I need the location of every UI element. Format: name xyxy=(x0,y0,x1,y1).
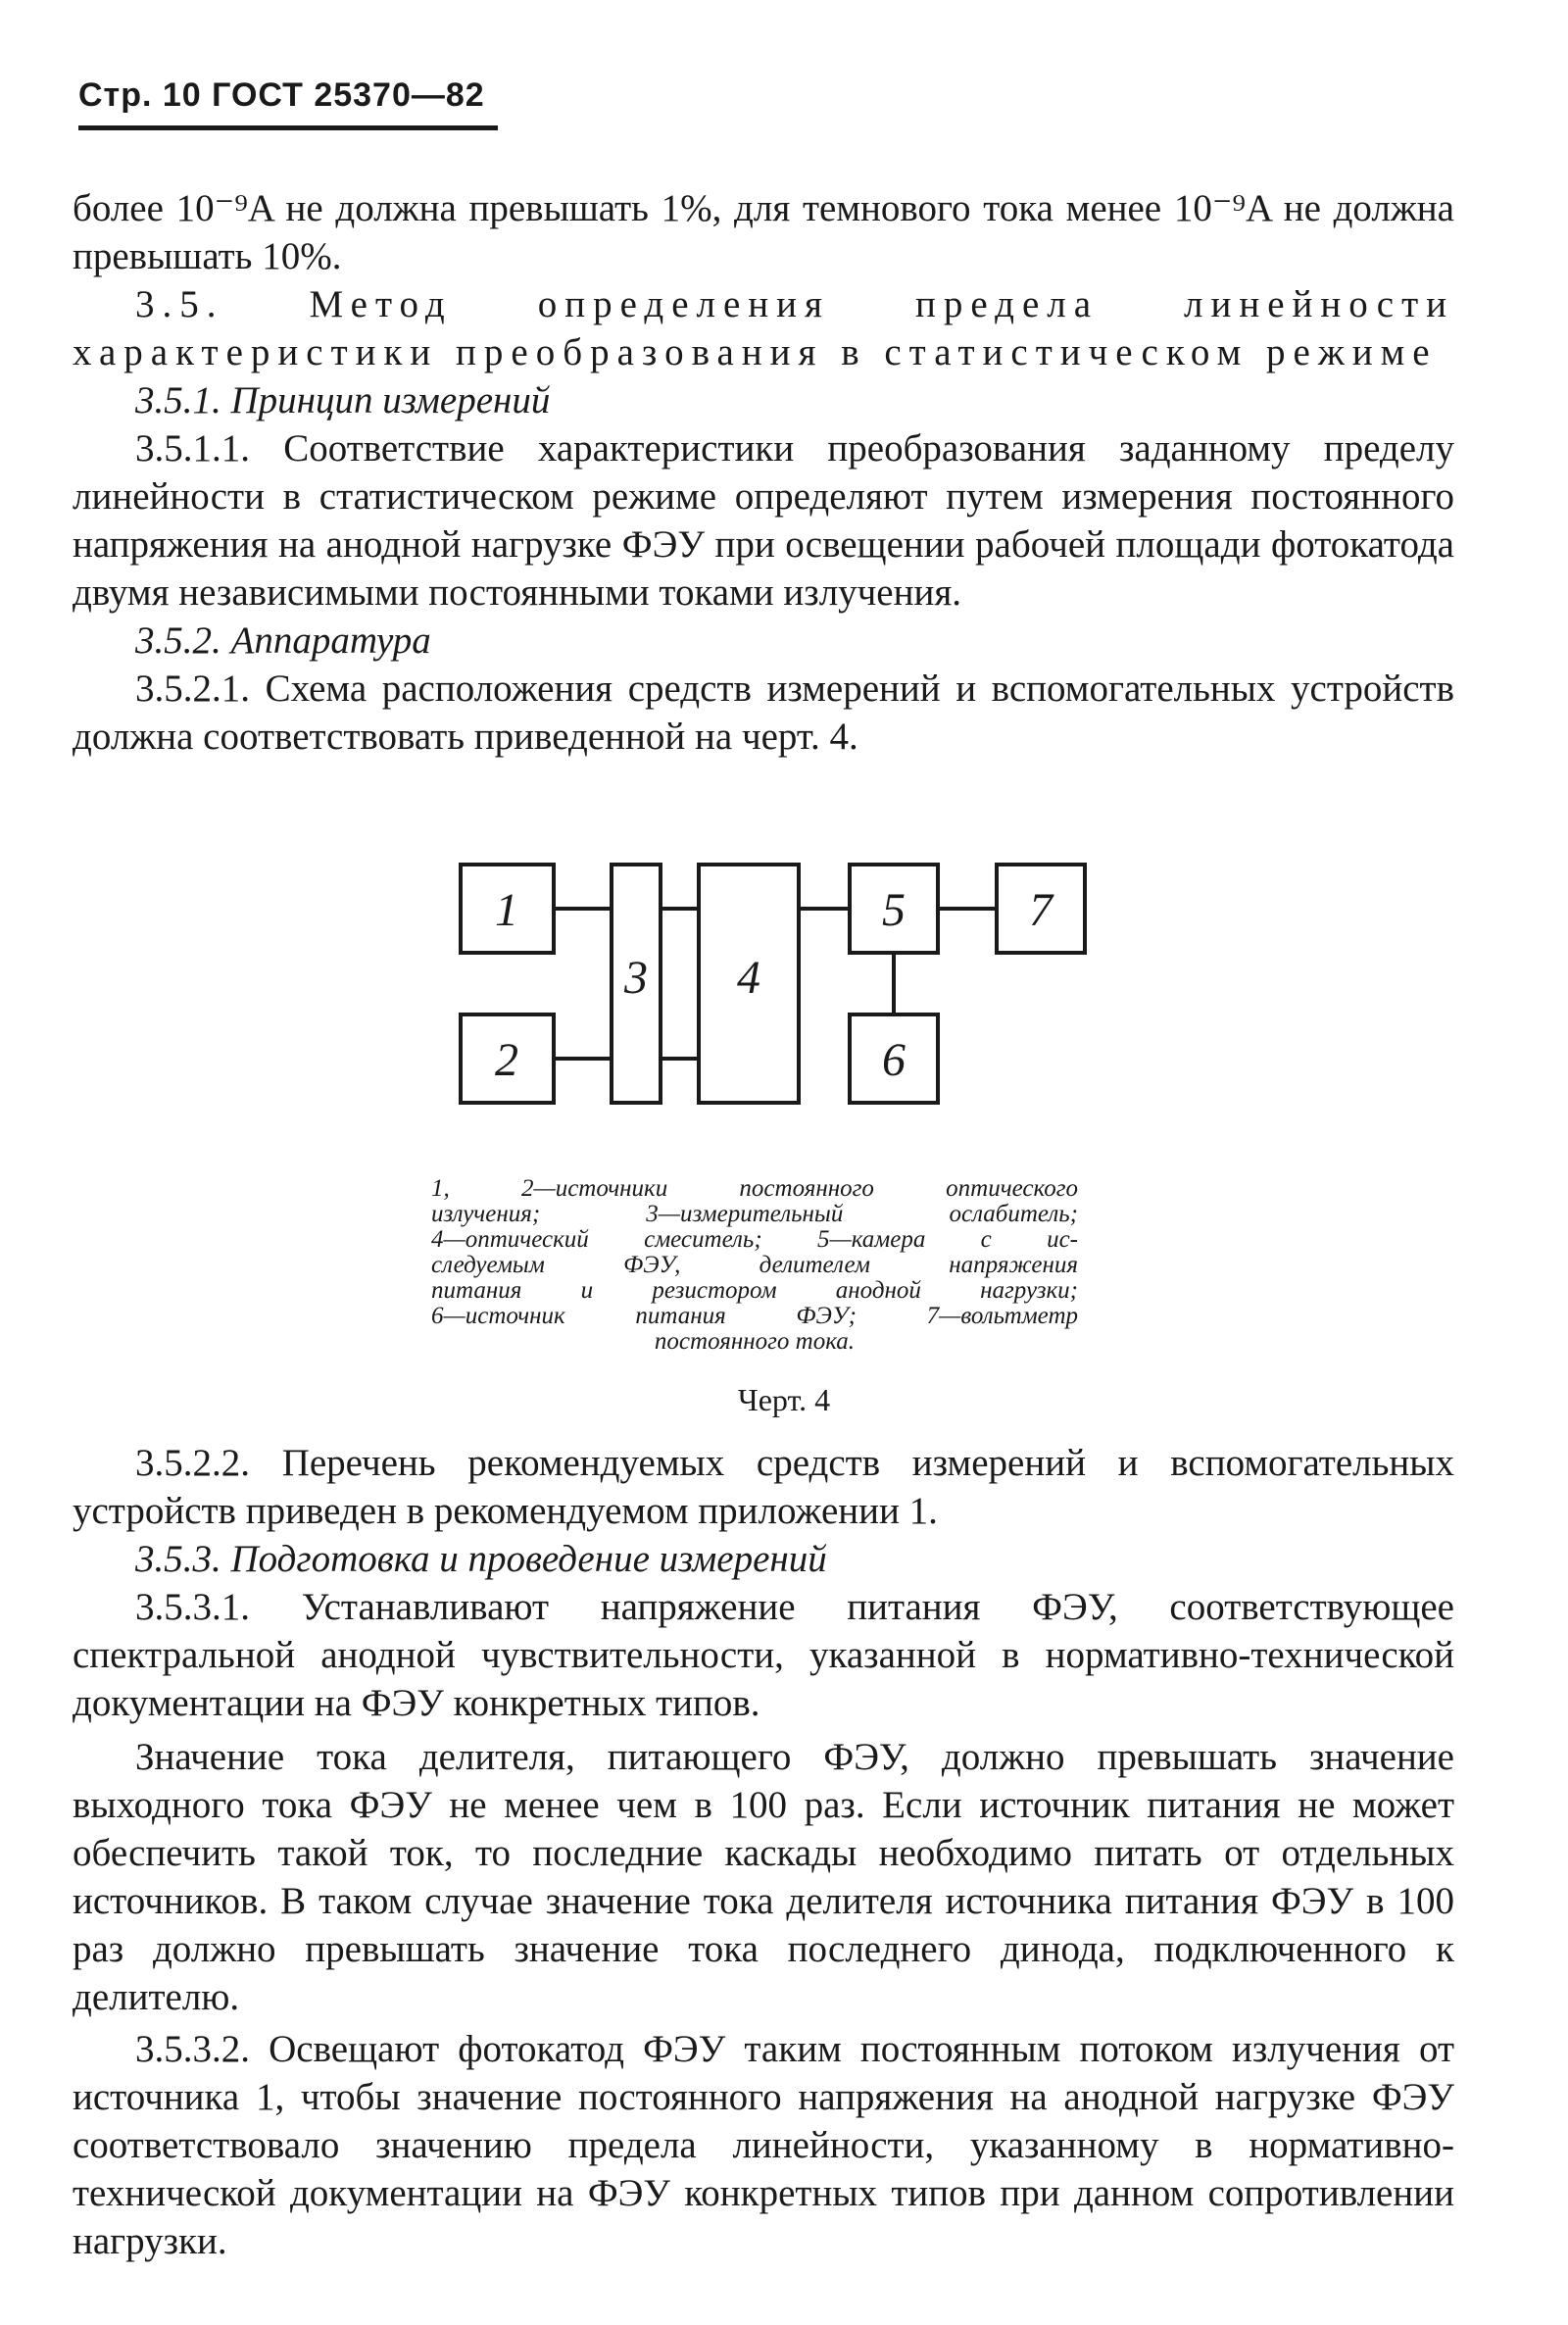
figure-label: Черт. 4 xyxy=(737,1382,831,1417)
paragraph-3-5-3-2: 3.5.3.2. Освещают фотокатод ФЭУ таким постоянным потоком излучения от источника 1, чтобы значение постоянного напряжения на анодной нагрузке ФЭУ соответствовало значению предела линейности, указанному в нормативно-технической документации на ФЭУ конкретных типов при данном сопротивлении нагрузки. xyxy=(73,2028,1454,2262)
paragraph-3-5-3-1: 3.5.3.1. Устанавливают напряжение питания ФЭУ, соответствующее спектральной анодной чувствительности, указанной в нормативно-технической документации на ФЭУ конкретных типов. xyxy=(73,1586,1454,1724)
paragraph-divider-current: Значение тока делителя, питающего ФЭУ, должно превышать значение выходного тока ФЭУ не менее чем в 100 раз. Если источник питания не может обеспечить такой ток, то последние каскады необходимо питать от отдельных источников. В таком случае значение тока делителя источника питания ФЭУ в 100 раз должно превышать значение тока последнего динода, подключенного к делителю. xyxy=(73,1736,1454,2018)
caption-line: 1, 2—источники постоянного оптического xyxy=(431,1175,1078,1202)
block-diagram xyxy=(0,0,1568,1157)
block-3-label: 3 xyxy=(624,952,648,1004)
block-4-label: 4 xyxy=(737,952,760,1004)
paragraph-3-5-2-2: 3.5.2.2. Перечень рекомендуемых средств измерений и вспомогательных устройств приведен в рекомендуемом приложении 1. xyxy=(73,1442,1454,1532)
caption-line: питания и резистором анодной нагрузки; xyxy=(431,1277,1078,1304)
text-block-bottom xyxy=(73,1439,1454,2265)
caption-line: 6—источник питания ФЭУ; 7—вольтметр xyxy=(431,1303,1078,1329)
block-5-label: 5 xyxy=(882,884,906,936)
page-header: Стр. 10 ГОСТ 25370—82 xyxy=(78,76,485,114)
block-7-label: 7 xyxy=(1029,884,1053,936)
block-1-label: 1 xyxy=(495,884,518,936)
block-6-label: 6 xyxy=(882,1034,906,1086)
subsection-heading-3-5-1: 3.5.1. Принцип измерений xyxy=(135,379,551,421)
block-2-label: 2 xyxy=(495,1034,518,1086)
caption-line: постоянного тока. xyxy=(654,1328,856,1355)
paragraph-3-5-2-1: 3.5.2.1. Схема расположения средств измерений и вспомогательных устройств должна соответствовать приведенной на черт. 4. xyxy=(73,668,1454,758)
subsection-heading-3-5-3: 3.5.3. Подготовка и проведение измерений xyxy=(135,1538,827,1580)
subsection-heading-3-5-2: 3.5.2. Аппаратура xyxy=(135,619,431,662)
caption-line: излучения; 3—измерительный ослабитель; xyxy=(431,1201,1078,1227)
section-heading-3-5: 3.5. Метод определения предела линейности характеристики преобразования в статистическом режиме xyxy=(73,283,1454,373)
caption-line: 4—оптический смеситель; 5—камера с ис- xyxy=(431,1226,1078,1253)
figure-caption xyxy=(431,1176,1078,1355)
paragraph-3-5-1-1: 3.5.1.1. Соответствие характеристики преобразования заданному пределу линейности в статистическом режиме определяют путем измерения постоянного напряжения на анодной нагрузке ФЭУ при освещении рабочей площади фотокатода двумя независимыми постоянными токами излучения. xyxy=(73,427,1454,614)
caption-line: следуемым ФЭУ, делителем напряжения xyxy=(431,1252,1078,1278)
paragraph-continuation: более 10⁻⁹A не должна превышать 1%, для темнового тока менее 10⁻⁹A не должна превышать 10%. xyxy=(73,187,1454,277)
